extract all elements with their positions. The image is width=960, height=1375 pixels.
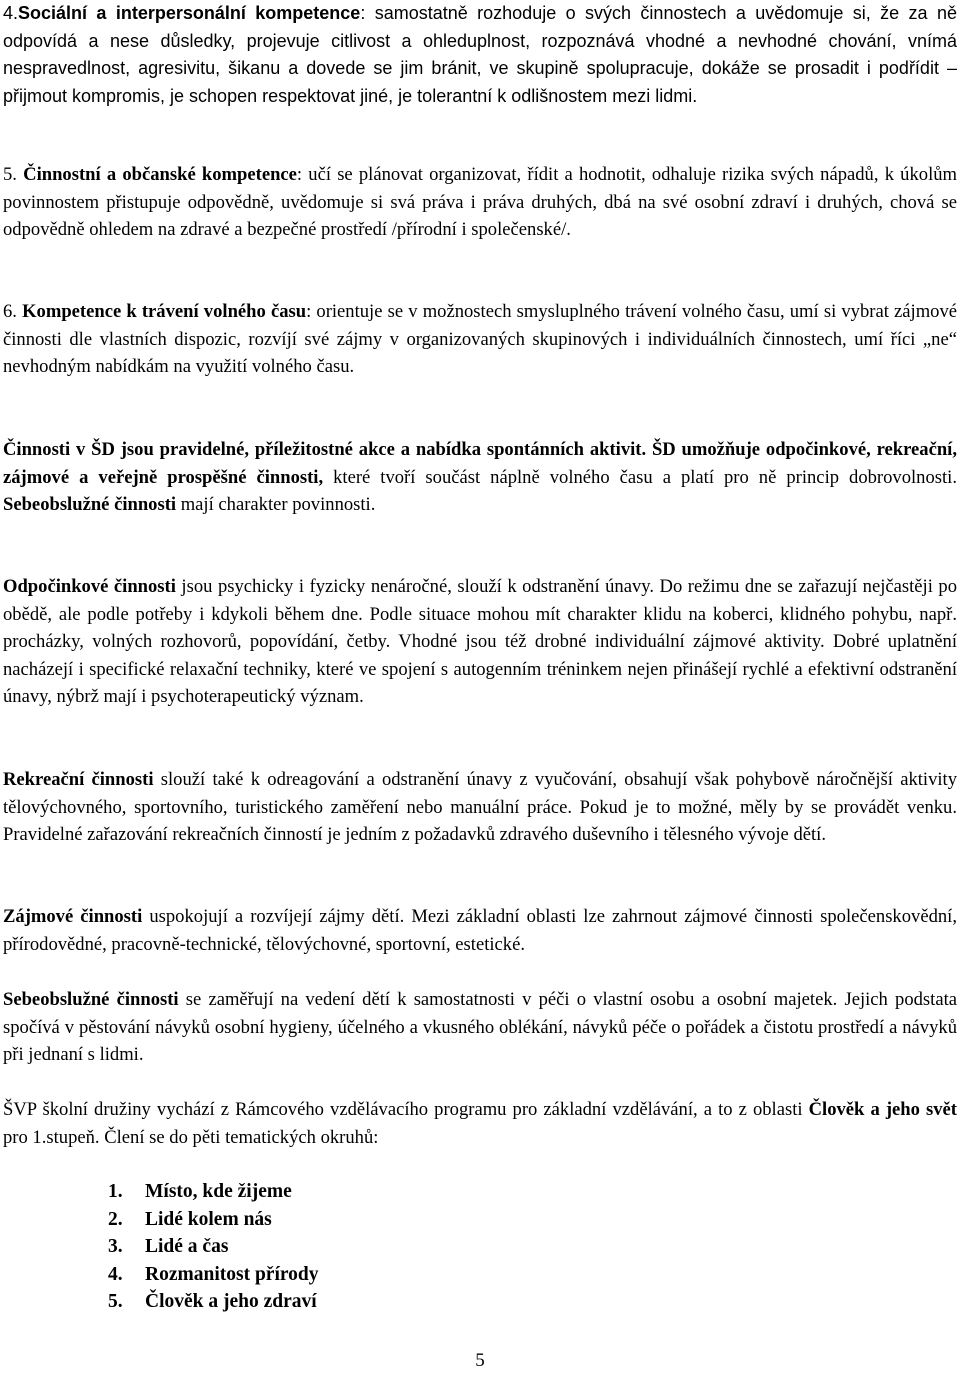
list-item-number: 4. bbox=[108, 1263, 123, 1285]
paragraph-number: 4. bbox=[3, 3, 19, 23]
paragraph-heading: Sociální a interpersonální kompetence bbox=[18, 3, 361, 23]
paragraph-heading: Kompetence k trávení volného času bbox=[22, 301, 307, 322]
list-item bbox=[108, 1261, 319, 1289]
paragraph-number: 6. bbox=[3, 301, 23, 322]
interest-activities-paragraph bbox=[3, 903, 957, 958]
paragraph-text: : učí se plánovat organizovat, řídit a hodnotit, odhaluje rizika svých nápadů, k úkolům povinnostem přistupuje odpovědně, uvědomuje si svá práva i práva druhých, dbá na své osobní zdraví i druhých, chová se odpovědně ohledem na zdravé a bezpečné prostředí /přírodní i společenské/. bbox=[3, 164, 958, 240]
list-item-label: Místo, kde žijeme bbox=[145, 1181, 292, 1202]
paragraph-text: mají charakter povinnosti. bbox=[176, 494, 376, 515]
paragraph-text: jsou psychicky i fyzicky nenáročné, slouží k odstranění únavy. Do režimu dne se zařazují nejčastěji po obědě, ale podle potřeby i kdykoli během dne. Podle situace mohou mít charakter klidu na koberci, klidného pohybu, např. procházky, volných rozhovorů, popovídání, četby. Vhodné jsou též drobné individuální zájmové aktivity. Dobré uplatnění nacházejí i specifické relaxační techniky, které ve spojení s autogenním tréninkem nejen přinášejí rychlé a efektivní odstranění únavy, nýbrž mají i psychoterapeutický význam. bbox=[3, 576, 957, 707]
list-item-number: 2. bbox=[108, 1208, 123, 1230]
list-item-label: Lidé kolem nás bbox=[145, 1208, 272, 1230]
list-item-label: Rozmanitost přírody bbox=[145, 1263, 319, 1285]
paragraph-heading: Sebeobslužné činnosti bbox=[3, 989, 179, 1010]
paragraph-heading: Rekreační činnosti bbox=[3, 769, 154, 790]
paragraph-bold-text: Činnosti v ŠD jsou pravidelné, příležitostné akce a nabídka spontánních aktivit. ŠD umožňuje odpočinkové, rekreační, zájmové a veřejně prospěšné činnosti, bbox=[3, 439, 957, 488]
competence-paragraph-civic bbox=[3, 161, 957, 244]
paragraph-bold-text: Člověk a jeho svět bbox=[808, 1099, 957, 1120]
list-item-number: 5. bbox=[108, 1291, 123, 1312]
paragraph-text: uspokojují a rozvíjejí zájmy dětí. Mezi základní oblasti lze zahrnout zájmové činnosti společenskovědní, přírodovědné, pracovně-technické, tělovýchovné, sportovní, estetické. bbox=[3, 906, 957, 955]
list-item bbox=[108, 1233, 319, 1261]
competence-paragraph-social bbox=[3, 0, 957, 110]
paragraph-heading: Zájmové činnosti bbox=[3, 906, 143, 927]
recreational-activities-paragraph bbox=[3, 766, 957, 849]
activities-overview-paragraph bbox=[3, 436, 957, 519]
list-item bbox=[108, 1178, 319, 1206]
paragraph-number: 5. bbox=[3, 164, 24, 185]
competence-paragraph-leisure bbox=[3, 298, 957, 381]
paragraph-text: slouží také k odreagování a odstranění únavy z vyučování, obsahují však pohybově náročnější aktivity tělovýchovného, sportovního, turistického zaměření nebo manuální práce. Pokud je to možné, měly by se provádět venku. Pravidelné zařazování rekreačních činností je jedním z požadavků zdravého duševního i tělesného vývoje dětí. bbox=[3, 769, 957, 845]
relaxation-activities-paragraph bbox=[3, 573, 957, 711]
paragraph-text: které tvoří součást náplně volného času a platí pro ně princip dobrovolnosti. bbox=[323, 466, 957, 488]
list-item bbox=[108, 1288, 319, 1316]
paragraph-text: pro 1.stupeň. Člení se do pěti tematických okruhů: bbox=[3, 1126, 379, 1148]
paragraph-text: se zaměřují na vedení dětí k samostatnosti v péči o vlastní osobu a osobní majetek. Jejich podstata spočívá v pěstování návyků osobní hygieny, účelného a vkusného oblékání, návyků péče o pořádek a čistotu prostředí a návyků při jednaní s lidmi. bbox=[3, 989, 957, 1065]
paragraph-text: : samostatně rozhoduje o svých činnostech a uvědomuje si, že za ně odpovídá a nese důsledky, projevuje citlivost a ohleduplnost, rozpoznává vhodné a nevhodné chování, vnímá nespravedlnost, agresivitu, šikanu a dovede se jim bránit, ve skupině spolupracuje, dokáže se prosadit i podřídit – přijmout kompromis, je schopen respektovat jiné, je tolerantní k odlišnostem mezi lidmi. bbox=[3, 3, 957, 106]
paragraph-heading: Činnostní a občanské kompetence bbox=[23, 164, 297, 185]
svp-intro-paragraph bbox=[3, 1096, 957, 1151]
list-item-label: Člověk a jeho zdraví bbox=[145, 1291, 317, 1312]
paragraph-heading: Odpočinkové činnosti bbox=[3, 576, 176, 597]
list-item-label: Lidé a čas bbox=[145, 1236, 229, 1257]
page-number: 5 bbox=[475, 1350, 485, 1371]
thematic-areas-list bbox=[108, 1178, 319, 1316]
list-item-number: 1. bbox=[108, 1181, 123, 1202]
paragraph-text: ŠVP školní družiny vychází z Rámcového vzdělávacího programu pro základní vzdělávání, a to z oblasti bbox=[3, 1099, 809, 1120]
paragraph-text: : orientuje se v možnostech smysluplného trávení volného času, umí si vybrat zájmové činnosti dle vlastních dispozic, rozvíjí své zájmy v organizovaných skupinových i individuálních činnostech, umí říci „ne“ nevhodným nabídkám na využití volného času. bbox=[3, 301, 958, 377]
paragraph-bold-text: Sebeobslužné činnosti bbox=[3, 494, 177, 515]
self-service-activities-paragraph bbox=[3, 986, 957, 1069]
list-item bbox=[108, 1206, 319, 1234]
list-item-number: 3. bbox=[108, 1236, 123, 1257]
